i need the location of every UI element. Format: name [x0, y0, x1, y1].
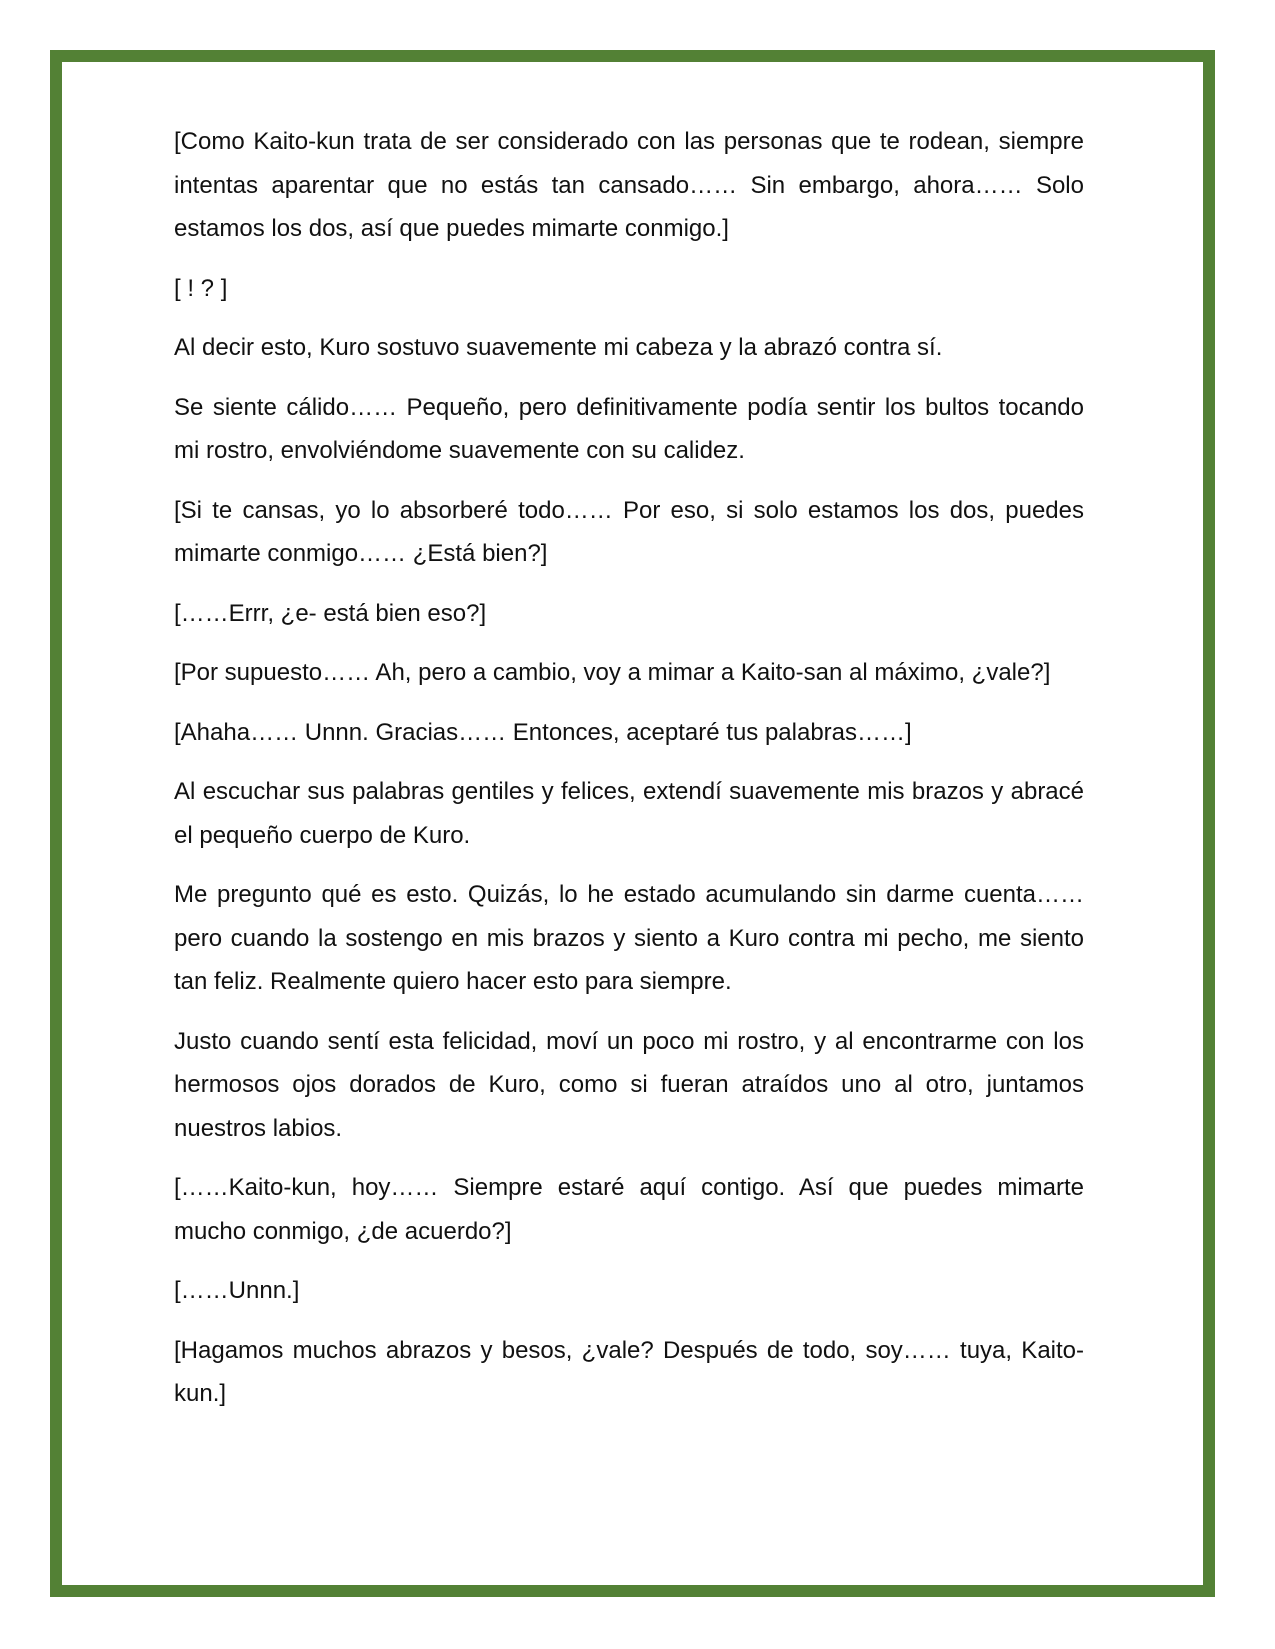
document-body [174, 120, 1084, 1432]
paragraph: Me pregunto qué es esto. Quizás, lo he estado acumulando sin darme cuenta…… pero cuando la sostengo en mis brazos y siento a Kuro contra mi pecho, me siento tan feliz. Realmente quiero hacer esto para siempre. [174, 881, 1084, 995]
paragraph: [ ! ? ] [174, 274, 228, 302]
paragraph: [……Kaito-kun, hoy…… Siempre estaré aquí contigo. Así que puedes mimarte mucho conmigo, ¿de acuerdo?] [174, 1174, 1084, 1245]
paragraph: [……Unnn.] [174, 1277, 300, 1304]
paragraph: [Como Kaito-kun trata de ser considerado con las personas que te rodean, siempre intentas aparentar que no estás tan cansado…… Sin embargo, ahora…… Solo estamos los dos, así que puedes mimarte conmigo.] [174, 128, 1084, 242]
paragraph: [Si te cansas, yo lo absorberé todo…… Por eso, si solo estamos los dos, puedes mimarte conmigo…… ¿Está bien?] [174, 496, 1084, 567]
paragraph: [……Errr, ¿e- está bien eso?] [174, 599, 487, 627]
paragraph: [Por supuesto…… Ah, pero a cambio, voy a mimar a Kaito-san al máximo, ¿vale?] [174, 659, 1051, 686]
paragraph: Al escuchar sus palabras gentiles y felices, extendí suavemente mis brazos y abracé el pequeño cuerpo de Kuro. [174, 778, 1084, 849]
paragraph: Se siente cálido…… Pequeño, pero definitivamente podía sentir los bultos tocando mi rostro, envolviéndome suavemente con su calidez. [174, 393, 1084, 464]
paragraph: Justo cuando sentí esta felicidad, moví un poco mi rostro, y al encontrarme con los hermosos ojos dorados de Kuro, como si fueran atraídos uno al otro, juntamos nuestros labios. [174, 1027, 1084, 1142]
paragraph: [Ahaha…… Unnn. Gracias…… Entonces, aceptaré tus palabras……] [174, 718, 912, 746]
paragraph: [Hagamos muchos abrazos y besos, ¿vale? Después de todo, soy…… tuya, Kaito-kun.] [174, 1336, 1084, 1407]
paragraph: Al decir esto, Kuro sostuvo suavemente mi cabeza y la abrazó contra sí. [174, 334, 943, 361]
